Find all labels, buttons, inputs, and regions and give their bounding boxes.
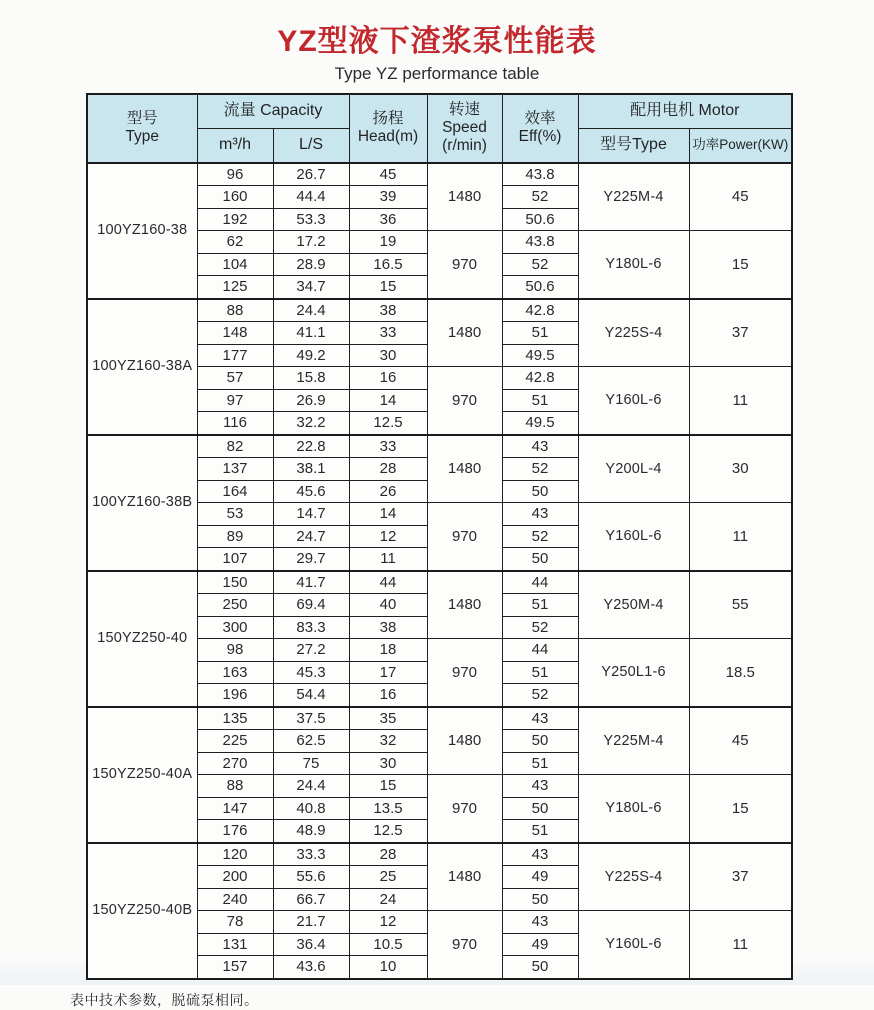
col-header-eff <box>502 94 578 163</box>
cell-head: 14 <box>349 503 427 526</box>
cell-flow-m3h: 120 <box>197 843 273 866</box>
cell-motor-power: 15 <box>689 775 792 843</box>
cell-flow-ls: 55.6 <box>273 866 349 889</box>
cell-pump-model: 150YZ250-40 <box>87 571 197 707</box>
col-header-speed <box>427 94 502 163</box>
cell-efficiency: 51 <box>502 594 578 617</box>
cell-efficiency: 43 <box>502 911 578 934</box>
cell-speed: 970 <box>427 775 502 843</box>
col-header-motor-type: 型号Type <box>578 128 689 163</box>
col-header-ls: L/S <box>273 128 349 163</box>
cell-head: 44 <box>349 571 427 594</box>
cell-flow-ls: 22.8 <box>273 435 349 458</box>
cell-efficiency: 50 <box>502 480 578 503</box>
cell-flow-m3h: 300 <box>197 616 273 639</box>
cell-motor-model: Y225M-4 <box>578 707 689 775</box>
cell-efficiency: 50 <box>502 888 578 911</box>
cell-pump-model: 150YZ250-40B <box>87 843 197 979</box>
cell-motor-power: 18.5 <box>689 639 792 707</box>
cell-flow-ls: 40.8 <box>273 797 349 820</box>
cell-flow-ls: 48.9 <box>273 820 349 843</box>
cell-efficiency: 49 <box>502 866 578 889</box>
cell-flow-m3h: 177 <box>197 344 273 367</box>
cell-flow-m3h: 225 <box>197 730 273 753</box>
col-header-head-zh: 扬程 <box>372 109 404 127</box>
cell-head: 40 <box>349 594 427 617</box>
cell-speed: 1480 <box>427 299 502 367</box>
cell-speed: 970 <box>427 231 502 299</box>
cell-efficiency: 50 <box>502 730 578 753</box>
cell-flow-ls: 54.4 <box>273 684 349 707</box>
cell-efficiency: 43 <box>502 707 578 730</box>
cell-motor-model: Y225S-4 <box>578 843 689 911</box>
cell-flow-m3h: 53 <box>197 503 273 526</box>
cell-flow-ls: 41.7 <box>273 571 349 594</box>
cell-motor-power: 15 <box>689 231 792 299</box>
cell-efficiency: 43 <box>502 435 578 458</box>
cell-efficiency: 50.6 <box>502 208 578 231</box>
cell-speed: 1480 <box>427 163 502 231</box>
cell-pump-model: 150YZ250-40A <box>87 707 197 843</box>
cell-pump-model: 100YZ160-38A <box>87 299 197 435</box>
cell-efficiency: 49 <box>502 933 578 956</box>
cell-efficiency: 42.8 <box>502 299 578 322</box>
cell-head: 16.5 <box>349 253 427 276</box>
cell-motor-model: Y160L-6 <box>578 503 689 571</box>
cell-flow-m3h: 88 <box>197 775 273 798</box>
cell-head: 25 <box>349 866 427 889</box>
footnote: 表中技术参数，脱硫泵相同。 <box>70 991 259 1008</box>
cell-efficiency: 52 <box>502 616 578 639</box>
cell-flow-m3h: 160 <box>197 186 273 209</box>
cell-efficiency: 50 <box>502 797 578 820</box>
cell-pump-model: 100YZ160-38 <box>87 163 197 299</box>
col-header-type-en: Type <box>125 128 160 145</box>
cell-head: 39 <box>349 186 427 209</box>
col-header-type-zh: 型号 <box>126 109 158 127</box>
cell-head: 30 <box>349 752 427 775</box>
cell-flow-m3h: 135 <box>197 707 273 730</box>
col-header-speed-unit: (r/min) <box>442 137 487 155</box>
cell-flow-m3h: 200 <box>197 866 273 889</box>
cell-flow-ls: 24.4 <box>273 299 349 322</box>
cell-flow-m3h: 270 <box>197 752 273 775</box>
cell-flow-m3h: 196 <box>197 684 273 707</box>
cell-flow-ls: 83.3 <box>273 616 349 639</box>
cell-motor-model: Y250M-4 <box>578 571 689 639</box>
cell-flow-ls: 27.2 <box>273 639 349 662</box>
col-header-speed-zh: 转速 <box>449 100 481 118</box>
cell-speed: 1480 <box>427 707 502 775</box>
cell-flow-m3h: 147 <box>197 797 273 820</box>
table-row <box>87 435 792 458</box>
cell-head: 38 <box>349 299 427 322</box>
cell-flow-m3h: 150 <box>197 571 273 594</box>
cell-head: 35 <box>349 707 427 730</box>
cell-head: 33 <box>349 322 427 345</box>
col-header-motor: 配用电机 Motor <box>578 94 792 129</box>
cell-flow-ls: 29.7 <box>273 548 349 571</box>
table-row <box>87 299 792 322</box>
cell-motor-model: Y160L-6 <box>578 367 689 435</box>
table-header <box>87 94 792 163</box>
col-header-capacity: 流量 Capacity <box>197 94 349 129</box>
cell-flow-ls: 62.5 <box>273 730 349 753</box>
cell-motor-model: Y180L-6 <box>578 775 689 843</box>
cell-motor-power: 11 <box>689 503 792 571</box>
cell-efficiency: 51 <box>502 661 578 684</box>
performance-table <box>86 93 793 980</box>
cell-motor-model: Y250L1-6 <box>578 639 689 707</box>
cell-head: 10.5 <box>349 933 427 956</box>
cell-flow-ls: 45.6 <box>273 480 349 503</box>
cell-motor-model: Y225S-4 <box>578 299 689 367</box>
cell-flow-m3h: 176 <box>197 820 273 843</box>
table-body <box>87 163 792 979</box>
cell-flow-m3h: 82 <box>197 435 273 458</box>
page-title: YZ型液下渣浆泵性能表 <box>277 25 597 58</box>
cell-efficiency: 50 <box>502 956 578 979</box>
cell-speed: 1480 <box>427 435 502 503</box>
cell-head: 12.5 <box>349 412 427 435</box>
cell-flow-m3h: 96 <box>197 163 273 186</box>
cell-head: 14 <box>349 389 427 412</box>
col-header-motor-power: 功率Power(KW) <box>689 128 792 163</box>
cell-head: 16 <box>349 684 427 707</box>
cell-flow-m3h: 116 <box>197 412 273 435</box>
col-header-head <box>349 94 427 163</box>
col-header-type <box>87 94 197 163</box>
cell-head: 15 <box>349 775 427 798</box>
cell-motor-power: 37 <box>689 843 792 911</box>
cell-motor-model: Y225M-4 <box>578 163 689 231</box>
cell-flow-m3h: 57 <box>197 367 273 390</box>
cell-flow-m3h: 62 <box>197 231 273 254</box>
cell-flow-m3h: 157 <box>197 956 273 979</box>
cell-flow-ls: 34.7 <box>273 276 349 299</box>
cell-speed: 1480 <box>427 843 502 911</box>
cell-motor-power: 11 <box>689 911 792 979</box>
table-row <box>87 163 792 186</box>
cell-efficiency: 43 <box>502 775 578 798</box>
cell-head: 36 <box>349 208 427 231</box>
cell-efficiency: 42.8 <box>502 367 578 390</box>
cell-head: 18 <box>349 639 427 662</box>
cell-flow-m3h: 78 <box>197 911 273 934</box>
cell-head: 28 <box>349 458 427 481</box>
cell-flow-ls: 24.7 <box>273 525 349 548</box>
cell-efficiency: 52 <box>502 525 578 548</box>
cell-head: 15 <box>349 276 427 299</box>
cell-flow-ls: 44.4 <box>273 186 349 209</box>
cell-efficiency: 44 <box>502 639 578 662</box>
cell-head: 38 <box>349 616 427 639</box>
cell-head: 33 <box>349 435 427 458</box>
col-header-eff-zh: 效率 <box>524 109 556 127</box>
cell-motor-power: 11 <box>689 367 792 435</box>
cell-flow-ls: 26.9 <box>273 389 349 412</box>
cell-head: 30 <box>349 344 427 367</box>
cell-efficiency: 51 <box>502 389 578 412</box>
cell-flow-ls: 28.9 <box>273 253 349 276</box>
cell-flow-m3h: 104 <box>197 253 273 276</box>
cell-flow-ls: 15.8 <box>273 367 349 390</box>
cell-head: 19 <box>349 231 427 254</box>
cell-speed: 970 <box>427 503 502 571</box>
cell-motor-model: Y180L-6 <box>578 231 689 299</box>
cell-flow-m3h: 125 <box>197 276 273 299</box>
cell-efficiency: 49.5 <box>502 344 578 367</box>
cell-flow-m3h: 137 <box>197 458 273 481</box>
cell-flow-ls: 32.2 <box>273 412 349 435</box>
cell-flow-m3h: 88 <box>197 299 273 322</box>
col-header-m3h: m³/h <box>197 128 273 163</box>
cell-head: 11 <box>349 548 427 571</box>
cell-efficiency: 51 <box>502 752 578 775</box>
cell-efficiency: 43.8 <box>502 163 578 186</box>
cell-flow-ls: 69.4 <box>273 594 349 617</box>
cell-flow-ls: 53.3 <box>273 208 349 231</box>
cell-flow-m3h: 250 <box>197 594 273 617</box>
table-row <box>87 571 792 594</box>
cell-head: 12 <box>349 911 427 934</box>
cell-flow-ls: 26.7 <box>273 163 349 186</box>
cell-flow-m3h: 107 <box>197 548 273 571</box>
table-row <box>87 707 792 730</box>
cell-flow-ls: 17.2 <box>273 231 349 254</box>
col-header-eff-en: Eff(%) <box>518 128 562 145</box>
table-row <box>87 843 792 866</box>
cell-flow-m3h: 192 <box>197 208 273 231</box>
cell-head: 12.5 <box>349 820 427 843</box>
cell-efficiency: 49.5 <box>502 412 578 435</box>
col-header-head-en: Head(m) <box>357 128 419 145</box>
cell-flow-ls: 66.7 <box>273 888 349 911</box>
cell-speed: 970 <box>427 367 502 435</box>
cell-speed: 970 <box>427 639 502 707</box>
cell-flow-m3h: 164 <box>197 480 273 503</box>
cell-efficiency: 50 <box>502 548 578 571</box>
page-subtitle: Type YZ performance table <box>334 63 540 83</box>
cell-flow-ls: 33.3 <box>273 843 349 866</box>
cell-motor-power: 55 <box>689 571 792 639</box>
cell-head: 24 <box>349 888 427 911</box>
cell-efficiency: 43.8 <box>502 231 578 254</box>
cell-flow-ls: 75 <box>273 752 349 775</box>
cell-head: 45 <box>349 163 427 186</box>
cell-efficiency: 50.6 <box>502 276 578 299</box>
cell-motor-power: 45 <box>689 707 792 775</box>
cell-flow-ls: 14.7 <box>273 503 349 526</box>
cell-efficiency: 52 <box>502 684 578 707</box>
col-header-speed-en: Speed <box>442 118 487 136</box>
cell-efficiency: 51 <box>502 820 578 843</box>
cell-head: 28 <box>349 843 427 866</box>
cell-head: 13.5 <box>349 797 427 820</box>
cell-efficiency: 44 <box>502 571 578 594</box>
cell-flow-m3h: 163 <box>197 661 273 684</box>
cell-flow-ls: 36.4 <box>273 933 349 956</box>
cell-flow-m3h: 148 <box>197 322 273 345</box>
cell-efficiency: 43 <box>502 843 578 866</box>
cell-flow-ls: 38.1 <box>273 458 349 481</box>
cell-flow-m3h: 89 <box>197 525 273 548</box>
cell-speed: 1480 <box>427 571 502 639</box>
cell-pump-model: 100YZ160-38B <box>87 435 197 571</box>
cell-head: 17 <box>349 661 427 684</box>
cell-flow-m3h: 131 <box>197 933 273 956</box>
cell-motor-power: 45 <box>689 163 792 231</box>
cell-motor-power: 37 <box>689 299 792 367</box>
cell-flow-m3h: 97 <box>197 389 273 412</box>
cell-efficiency: 43 <box>502 503 578 526</box>
cell-efficiency: 51 <box>502 322 578 345</box>
cell-flow-m3h: 240 <box>197 888 273 911</box>
cell-efficiency: 52 <box>502 253 578 276</box>
cell-flow-ls: 43.6 <box>273 956 349 979</box>
cell-flow-ls: 49.2 <box>273 344 349 367</box>
cell-flow-m3h: 98 <box>197 639 273 662</box>
cell-efficiency: 52 <box>502 458 578 481</box>
cell-head: 10 <box>349 956 427 979</box>
cell-motor-power: 30 <box>689 435 792 503</box>
cell-head: 12 <box>349 525 427 548</box>
cell-efficiency: 52 <box>502 186 578 209</box>
cell-head: 16 <box>349 367 427 390</box>
cell-motor-model: Y200L-4 <box>578 435 689 503</box>
cell-head: 32 <box>349 730 427 753</box>
cell-flow-ls: 37.5 <box>273 707 349 730</box>
cell-head: 26 <box>349 480 427 503</box>
cell-flow-ls: 24.4 <box>273 775 349 798</box>
cell-motor-model: Y160L-6 <box>578 911 689 979</box>
cell-flow-ls: 41.1 <box>273 322 349 345</box>
cell-flow-ls: 21.7 <box>273 911 349 934</box>
cell-flow-ls: 45.3 <box>273 661 349 684</box>
cell-speed: 970 <box>427 911 502 979</box>
